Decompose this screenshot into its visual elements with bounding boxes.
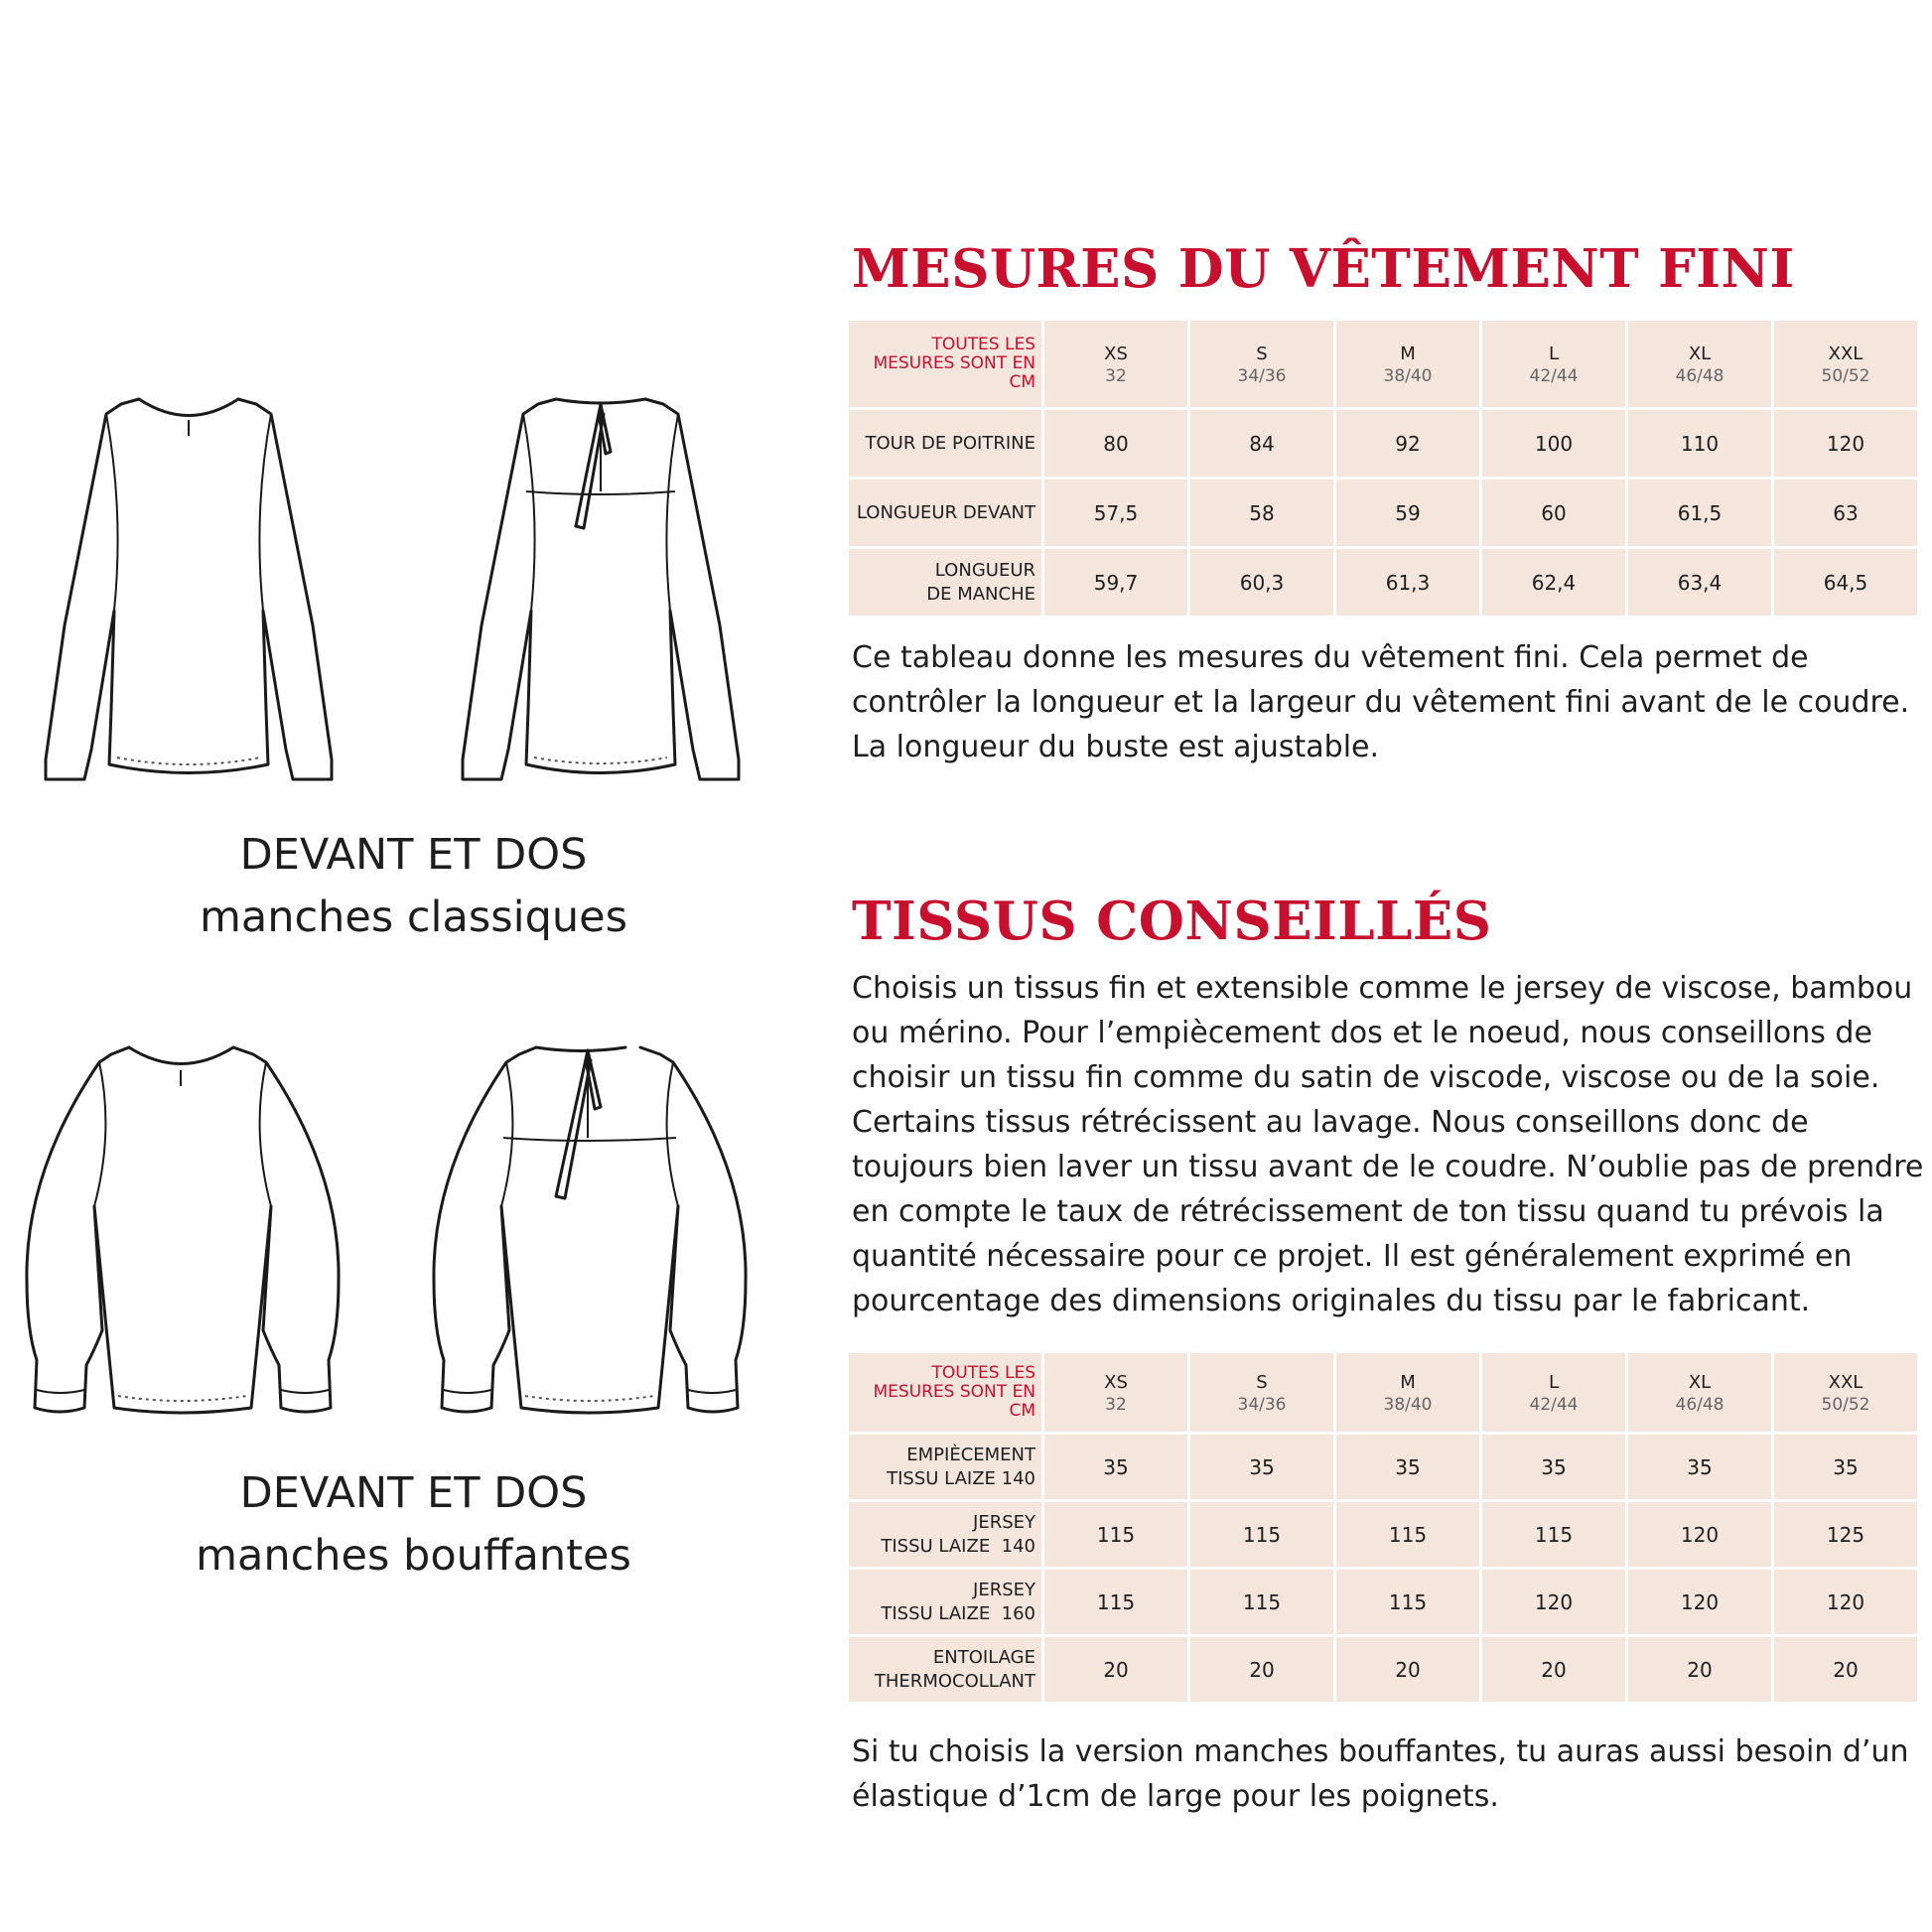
eu-size: 50/52 — [1821, 1394, 1870, 1415]
classic-caption — [0, 824, 827, 949]
eu-size: 32 — [1105, 1394, 1127, 1415]
table-cell: 120 — [1773, 409, 1919, 479]
row-label — [848, 1501, 1043, 1569]
size-header — [1481, 320, 1627, 409]
row-label-line2: THERMOCOLLANT — [874, 1670, 1035, 1692]
size-label: S — [1256, 1371, 1268, 1393]
row-label-line1: JERSEY — [973, 1579, 1035, 1600]
puffed-caption-line1: DEVANT ET DOS — [239, 1468, 588, 1518]
table-cell: 115 — [1481, 1501, 1627, 1569]
row-label — [848, 1434, 1043, 1501]
table-cell: 35 — [1335, 1434, 1481, 1501]
size-label: S — [1256, 343, 1268, 364]
table-cell: 20 — [1335, 1636, 1481, 1704]
table-cell: 64,5 — [1773, 548, 1919, 618]
table-row — [848, 1636, 1919, 1704]
classic-front-drawing — [40, 392, 338, 789]
table-cell: 110 — [1627, 409, 1773, 479]
table-cell: 20 — [1481, 1636, 1627, 1704]
size-header — [1481, 1352, 1627, 1434]
table-cell: 59,7 — [1043, 548, 1189, 618]
puffed-caption-line2: manches bouffantes — [196, 1531, 631, 1581]
row-label-line1: ENTOILAGE — [932, 1646, 1035, 1668]
table-cell: 115 — [1189, 1569, 1335, 1636]
table-cell: 120 — [1481, 1569, 1627, 1636]
table-cell: 61,3 — [1335, 548, 1481, 618]
row-label: LONGUEUR DEVANT — [848, 479, 1043, 548]
table-row — [848, 1434, 1919, 1501]
eu-size: 42/44 — [1529, 365, 1579, 386]
row-label-line2: TISSU LAIZE 160 — [881, 1602, 1035, 1624]
table-cell: 84 — [1189, 409, 1335, 479]
classic-caption-line1: DEVANT ET DOS — [239, 830, 588, 880]
eu-size: 34/36 — [1237, 365, 1287, 386]
size-label: L — [1548, 343, 1560, 364]
table-cell: 20 — [1043, 1636, 1189, 1704]
eu-size: 46/48 — [1675, 365, 1725, 386]
row-label-line1: JERSEY — [973, 1511, 1035, 1533]
size-header — [1043, 320, 1189, 409]
table-cell: 61,5 — [1627, 479, 1773, 548]
table-cell: 115 — [1335, 1569, 1481, 1636]
table-cell: 57,5 — [1043, 479, 1189, 548]
table-cell: 60 — [1481, 479, 1627, 548]
eu-size: 46/48 — [1675, 1394, 1725, 1415]
size-label: XS — [1104, 1371, 1128, 1393]
row-label — [848, 1569, 1043, 1636]
table-header-row — [848, 1352, 1919, 1434]
table-cell: 100 — [1481, 409, 1627, 479]
eu-size: 42/44 — [1529, 1394, 1579, 1415]
table-cell: 35 — [1043, 1434, 1189, 1501]
table-cell: 20 — [1773, 1636, 1919, 1704]
table-cell: 120 — [1627, 1501, 1773, 1569]
size-label: M — [1400, 1371, 1416, 1393]
row-label: TOUR DE POITRINE — [848, 409, 1043, 479]
fabric-requirements-table — [846, 1350, 1920, 1705]
size-label: XS — [1104, 343, 1128, 364]
table-cell: 63 — [1773, 479, 1919, 548]
row-label-line2: TISSU LAIZE 140 — [881, 1535, 1035, 1557]
size-label: XXL — [1828, 1371, 1863, 1393]
fabrics-description: Choisis un tissus fin et extensible comme le jersey de viscose, bambou ou mérino. Pour l’empiècement dos et le noeud, nous conseillons de choisir un tissu fin comme du satin de viscode, viscose ou de la soie. Certains tissus rétrécissent au lavage. Nous conseillons donc de toujours bien laver un tissu avant de le coudre. N’oublie pas de prendre en compte le taux de rétrécissement de ton tissu quand tu prévois la quantité nécessaire pour ce projet. Il est généralement exprimé en pourcentage des dimensions originales du tissu par le fabricant. — [852, 971, 1924, 1318]
table-cell: 115 — [1043, 1569, 1189, 1636]
row-label-line2: TISSU LAIZE 140 — [887, 1467, 1035, 1489]
units-note: TOUTES LES MESURES SONT EN CM — [848, 320, 1043, 409]
eu-size: 32 — [1105, 365, 1127, 386]
table-cell: 115 — [1335, 1501, 1481, 1569]
table-cell: 125 — [1773, 1501, 1919, 1569]
size-label: M — [1400, 343, 1416, 364]
table-row — [848, 548, 1919, 618]
table-row — [848, 1501, 1919, 1569]
table-cell: 20 — [1627, 1636, 1773, 1704]
finished-measurements-table — [846, 318, 1920, 619]
puffed-back-drawing — [432, 1033, 829, 1420]
table-cell: 80 — [1043, 409, 1189, 479]
table-cell: 63,4 — [1627, 548, 1773, 618]
table-cell: 115 — [1189, 1501, 1335, 1569]
size-header — [1773, 1352, 1919, 1434]
table-cell: 115 — [1043, 1501, 1189, 1569]
table-cell: 60,3 — [1189, 548, 1335, 618]
table-cell: 120 — [1773, 1569, 1919, 1636]
size-label: XL — [1688, 1371, 1712, 1393]
table-cell: 120 — [1627, 1569, 1773, 1636]
eu-size: 38/40 — [1383, 365, 1433, 386]
size-label: L — [1548, 1371, 1560, 1393]
puffed-caption — [0, 1462, 827, 1587]
row-label — [848, 1636, 1043, 1704]
classic-caption-line2: manches classiques — [199, 893, 627, 942]
table-row — [848, 409, 1919, 479]
puffed-front-drawing — [15, 1033, 362, 1420]
size-header — [1189, 320, 1335, 409]
size-header — [1773, 320, 1919, 409]
size-header — [1335, 320, 1481, 409]
row-label-line1: EMPIÈCEMENT — [906, 1444, 1035, 1465]
size-label: XL — [1688, 343, 1712, 364]
table-cell: 62,4 — [1481, 548, 1627, 618]
size-label: XXL — [1828, 343, 1863, 364]
table-cell: 59 — [1335, 479, 1481, 548]
fabrics-footnote: Si tu choisis la version manches bouffantes, tu auras aussi besoin d’un élastique d’1cm de large pour les poignets. — [852, 1734, 1909, 1814]
table-cell: 35 — [1189, 1434, 1335, 1501]
table-cell: 35 — [1481, 1434, 1627, 1501]
table-row — [848, 479, 1919, 548]
table-header-row — [848, 320, 1919, 409]
finished-title: MESURES DU VÊTEMENT FINI — [852, 238, 1795, 300]
table-cell: 58 — [1189, 479, 1335, 548]
size-header — [1189, 1352, 1335, 1434]
table-cell: 92 — [1335, 409, 1481, 479]
size-header — [1627, 1352, 1773, 1434]
finished-description: Ce tableau donne les mesures du vêtement fini. Cela permet de contrôler la longueur et la largeur du vêtement fini avant de le coudre. La longueur du buste est ajustable. — [852, 640, 1910, 764]
eu-size: 50/52 — [1821, 365, 1870, 386]
row-label: LONGUEUR DE MANCHE — [848, 548, 1043, 618]
size-header — [1627, 320, 1773, 409]
eu-size: 34/36 — [1237, 1394, 1287, 1415]
eu-size: 38/40 — [1383, 1394, 1433, 1415]
table-cell: 35 — [1627, 1434, 1773, 1501]
table-cell: 35 — [1773, 1434, 1919, 1501]
classic-back-drawing — [427, 392, 824, 789]
table-row — [848, 1569, 1919, 1636]
fabrics-title: TISSUS CONSEILLÉS — [852, 891, 1492, 952]
size-header — [1335, 1352, 1481, 1434]
units-note: TOUTES LES MESURES SONT EN CM — [848, 1352, 1043, 1434]
table-cell: 20 — [1189, 1636, 1335, 1704]
size-header — [1043, 1352, 1189, 1434]
